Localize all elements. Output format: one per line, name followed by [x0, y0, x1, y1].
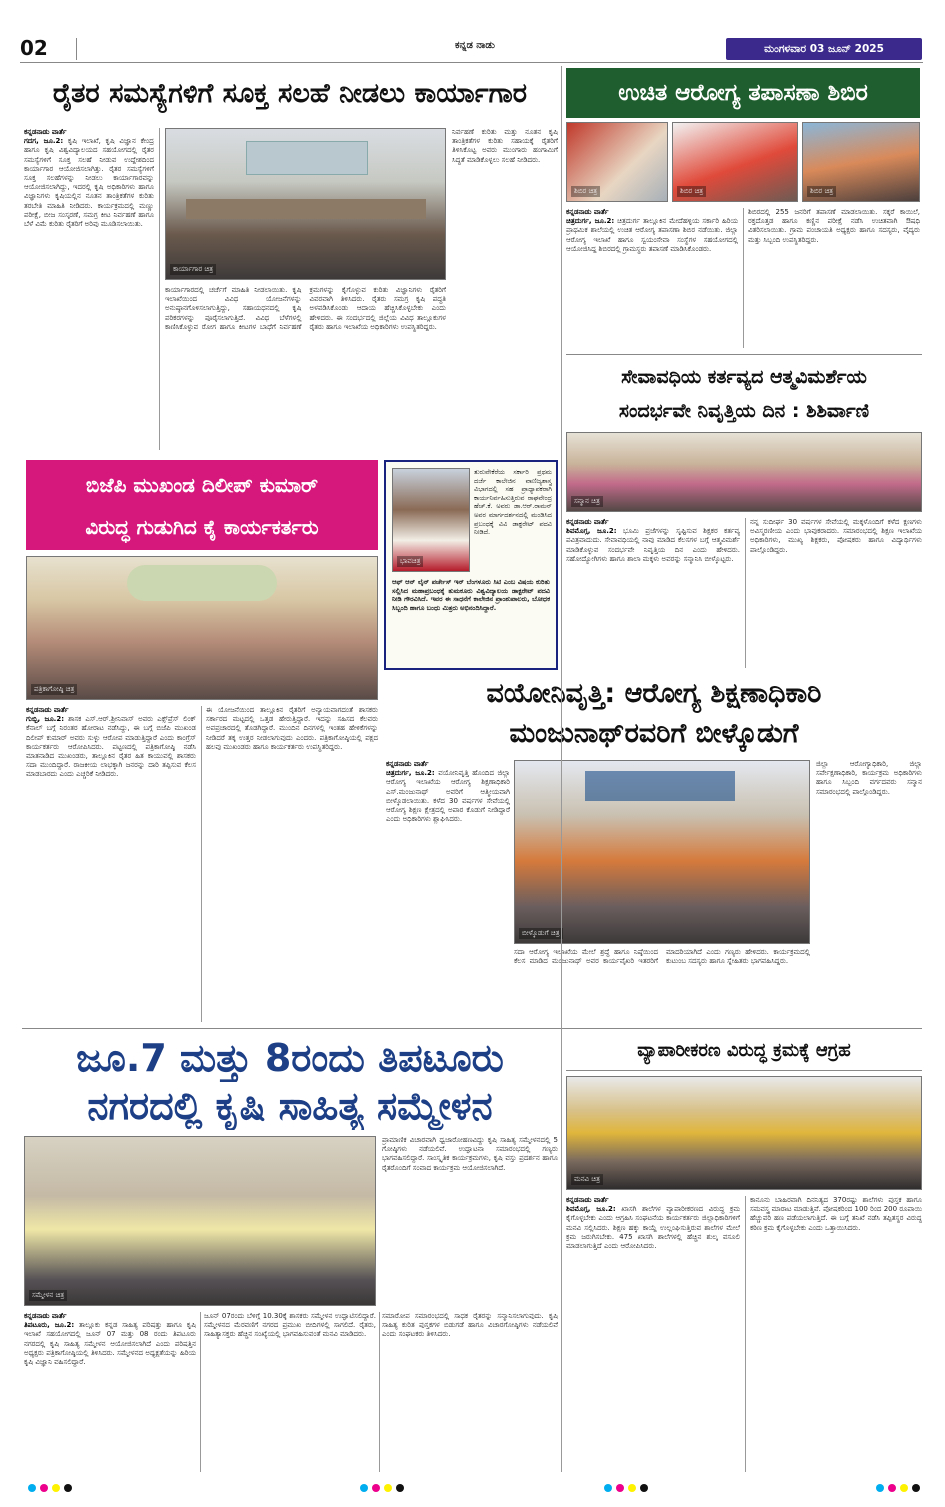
vayo-photo-caption: ಬೀಳ್ಕೊಡುಗೆ ಚಿತ್ರ — [519, 928, 563, 939]
sahitya-col2 — [204, 1312, 376, 1472]
sahitya-photo — [24, 1136, 376, 1306]
sevavadhi-text-col1: ಭೂಮಿ ಪ್ರಜೆಗಳನ್ನು ಸೃಷ್ಟಿಸುವ ಶಿಕ್ಷಕರ ಕರ್ತವ್ಯ ಪವಿತ್ರವಾದುದು. ಸೇವಾವಧಿಯಲ್ಲಿ ನಾವು ಮಾಡಿದ ಕೆಲಸಗಳ ಬಗ್ಗೆ ಆತ್ಮವಿಮರ್ಶೆ ಮಾಡಿಕೊಳ್ಳುವ ಸಂದರ್ಭವೇ ನಿವೃತ್ತಿಯ ದಿನ ಎಂದು ಹೇಳಿದರು. ಸಹೋದ್ಯೋಗಿಗಳು ಹಾಗೂ ಶಾಲಾ ಮಕ್ಕಳು ಅವರನ್ನು ಸನ್ಮಾನಿಸಿ ಬೀಳ್ಕೊಟ್ಟರು. — [566, 527, 740, 563]
bjp-byline: ಕನ್ನಡನಾಡು ವಾರ್ತೆ — [26, 706, 69, 714]
sahitya-right — [382, 1136, 558, 1306]
health-col-rule — [743, 208, 744, 348]
farmers-col2 — [452, 128, 558, 450]
health-col2 — [748, 208, 920, 348]
sahitya-col3 — [382, 1312, 558, 1472]
bjp-col-rule — [201, 706, 202, 1022]
sahitya-col1 — [24, 1312, 196, 1472]
farmers-text-col2: ನಿರ್ವಹಣೆ ಕುರಿತು ಮತ್ತು ನೂತನ ಕೃಷಿ ತಾಂತ್ರಿಕತೆಗಳ ಕುರಿತು ಸಹಾಯಕ್ಕೆ ರೈತರಿಗೆ ತಿಳಿಸಿಕೊಟ್ಟ ಅವರು ಮುಂಗಾರು ಹಂಗಾಮಿಗೆ ಸಿದ್ಧತೆ ಮಾಡಿಕೊಳ್ಳಲು ಸಲಹೆ ನೀಡಿದರು. — [452, 128, 558, 164]
sevavadhi-photo-caption: ಸನ್ಮಾನ ಚಿತ್ರ — [571, 496, 603, 507]
sahitya-text-col1: ತಾಲ್ಲೂಕು ಕನ್ನಡ ಸಾಹಿತ್ಯ ಪರಿಷತ್ತು ಹಾಗೂ ಕೃಷಿ ಇಲಾಖೆ ಸಹಯೋಗದಲ್ಲಿ ಜೂನ್ 07 ಮತ್ತು 08 ರಂದು ತಿಪಟೂರು ನಗರದಲ್ಲಿ ಕೃಷಿ ಸಾಹಿತ್ಯ ಸಮ್ಮೇಳನ ಆಯೋಜಿಸಲಾಗಿದೆ ಎಂದು ಪರಿಷತ್ತಿನ ಅಧ್ಯಕ್ಷರು ಪತ್ರಿಕಾಗೋಷ್ಠಿಯಲ್ಲಿ ತಿಳಿಸಿದರು. ಸಮ್ಮೇಳನದ ಅಧ್ಯಕ್ಷತೆಯನ್ನು ಹಿರಿಯ ಕೃಷಿ ವಿಜ್ಞಾನಿ ವಹಿಸಲಿದ್ದಾರೆ. — [24, 1321, 196, 1367]
farmers-dateline: ಗದಗ, ಜೂ.2: — [24, 137, 64, 146]
bjp-dateline: ಗುಬ್ಬಿ, ಜೂ.2: — [26, 715, 65, 724]
health-byline: ಕನ್ನಡನಾಡು ವಾರ್ತೆ — [566, 208, 609, 216]
sahitya-text-right: ಪ್ರಾಮಾಣಿಕ ವಿಚಾರವಾಗಿ ಧ್ವಜಾರೋಹಣವಿದ್ದು ಕೃಷಿ ಸಾಹಿತ್ಯ ಸಮ್ಮೇಳನದಲ್ಲಿ 5 ಗೋಷ್ಠಿಗಳು ನಡೆಯಲಿವೆ. ಉದ್ಘಾಟನಾ ಸಮಾರಂಭದಲ್ಲಿ ಗಣ್ಯರು ಭಾಗವಹಿಸಲಿದ್ದಾರೆ. ಸಾಂಸ್ಕೃತಿಕ ಕಾರ್ಯಕ್ರಮಗಳು, ಕೃಷಿ ವಸ್ತು ಪ್ರದರ್ಶನ ಹಾಗೂ ರೈತರೊಂದಿಗೆ ಸಂವಾದ ಕಾರ್ಯಕ್ರಮ ಆಯೋಜಿಸಲಾಗಿದೆ. — [382, 1136, 558, 1172]
health-photo-2-caption: ಶಿಬಿರ ಚಿತ್ರ — [677, 186, 706, 197]
vyapari-text-col2: ಕಾನೂನು ಬಾಹಿರವಾಗಿ ದಿನನಿತ್ಯದ 370ರಷ್ಟು ಶಾಲೆಗಳು ಪುಸ್ತಕ ಹಾಗೂ ಸಮವಸ್ತ್ರ ಮಾರಾಟ ಮಾಡುತ್ತಿವೆ. ಪೋಷಕರಿಂದ 100 ರಿಂದ 200 ರೂಪಾಯಿ ಹೆಚ್ಚುವರಿ ಹಣ ಪಡೆಯಲಾಗುತ್ತಿದೆ. ಈ ಬಗ್ಗೆ ತನಿಖೆ ನಡೆಸಿ ತಪ್ಪಿತಸ್ಥರ ವಿರುದ್ಧ ಕಠಿಣ ಕ್ರಮ ಕೈಗೊಳ್ಳಬೇಕು ಎಂದು ಒತ್ತಾಯಿಸಿದರು. — [750, 1196, 922, 1232]
health-dateline: ಚಿತ್ರದುರ್ಗ, ಜೂ.2: — [566, 217, 615, 226]
health-text-col1: ಚಿತ್ರದುರ್ಗ ತಾಲ್ಲೂಕಿನ ಮೇದೆಹಳ್ಳಿಯ ಸರ್ಕಾರಿ ಹಿರಿಯ ಪ್ರಾಥಮಿಕ ಶಾಲೆಯಲ್ಲಿ ಉಚಿತ ಆರೋಗ್ಯ ತಪಾಸಣಾ ಶಿಬಿರ ನಡೆಯಿತು. ಜಿಲ್ಲಾ ಆರೋಗ್ಯ ಇಲಾಖೆ ಹಾಗೂ ಸ್ವಯಂಸೇವಾ ಸಂಸ್ಥೆಗಳ ಸಹಯೋಗದಲ್ಲಿ ಆಯೋಜಿಸಿದ್ದ ಶಿಬಿರದಲ್ಲಿ ಗ್ರಾಮಸ್ಥರು ತಪಾಸಣೆ ಮಾಡಿಸಿಕೊಂಡರು. — [566, 217, 738, 253]
sahitya-headline-line1: ಜೂ.7 ಮತ್ತು 8ರಂದು ತಿಪಟೂರು — [76, 1036, 504, 1080]
mid-rule — [22, 1028, 922, 1029]
ad-bottom-text: ಆಫ್ ಆನ್ ಲೈನ್ ಪರ್ಚೇಸ್ ಇನ್ ಬೆಂಗಳೂರು ಸಿಟಿ ಎಂಬ ವಿಷಯ ಕುರಿತು ಸಲ್ಲಿಸಿದ ಮಹಾಪ್ರಬಂಧಕ್ಕೆ ತುಮಕೂರು ವಿಶ್ವವಿದ್ಯಾಲಯ ಡಾಕ್ಟರೇಟ್ ಪದವಿ ನೀಡಿ ಗೌರವಿಸಿದೆ. ಇವರ ಈ ಸಾಧನೆಗೆ ಕಾಲೇಜಿನ ಪ್ರಾಂಶುಪಾಲರು, ಬೋಧಕ ಸಿಬ್ಬಂದಿ ಹಾಗೂ ಬಂಧು ಮಿತ್ರರು ಅಭಿನಂದಿಸಿದ್ದಾರೆ. — [392, 578, 550, 612]
vayo-headline-line2: ಮಂಜುನಾಥ್‌ರವರಿಗೆ ಬೀಳ್ಕೊಡುಗೆ — [509, 718, 799, 749]
bjp-text-col2: ಈ ಯೋಜನೆಯಿಂದ ತಾಲ್ಲೂಕಿನ ರೈತರಿಗೆ ಅನ್ಯಾಯವಾಗದಂತೆ ಶಾಸಕರು ಸರ್ಕಾರದ ಮಟ್ಟದಲ್ಲಿ ಒತ್ತಡ ಹೇರುತ್ತಿದ್ದಾರೆ. ಇದನ್ನು ಸಹಿಸದ ಕೆಲವರು ಅಪಪ್ರಚಾರದಲ್ಲಿ ತೊಡಗಿದ್ದಾರೆ. ಮುಂದಿನ ದಿನಗಳಲ್ಲಿ ಇಂತಹ ಹೇಳಿಕೆಗಳನ್ನು ನೀಡಿದರೆ ತಕ್ಕ ಉತ್ತರ ನೀಡಲಾಗುವುದು ಎಂದರು. ಪತ್ರಿಕಾಗೋಷ್ಠಿಯಲ್ಲಿ ಪಕ್ಷದ ಹಲವು ಮುಖಂಡರು ಹಾಗೂ ಕಾರ್ಯಕರ್ತರು ಉಪಸ್ಥಿತರಿದ್ದರು. — [206, 706, 378, 751]
sevavadhi-byline: ಕನ್ನಡನಾಡು ವಾರ್ತೆ — [566, 518, 609, 526]
masthead-rule — [20, 62, 923, 63]
sevavadhi-col2 — [750, 518, 922, 668]
ad-portrait-caption: ಭಾವಚಿತ್ರ — [397, 556, 423, 567]
health-photo-1 — [566, 122, 668, 202]
farmers-headline: ರೈತರ ಸಮಸ್ಯೆಗಳಿಗೆ ಸೂಕ್ತ ಸಲಹೆ ನೀಡಲು ಕಾರ್ಯಾಗಾರ — [52, 78, 528, 109]
farmers-text-col1: ಕೃಷಿ ಇಲಾಖೆ, ಕೃಷಿ ವಿಜ್ಞಾನ ಕೇಂದ್ರ ಹಾಗೂ ಕೃಷಿ ವಿಶ್ವವಿದ್ಯಾಲಯದ ಸಹಯೋಗದಲ್ಲಿ ರೈತರ ಸಮಸ್ಯೆಗಳಿಗೆ ಸೂಕ್ತ ಸಲಹೆ ನೀಡುವ ಉದ್ದೇಶದಿಂದ ಕಾರ್ಯಾಗಾರ ಆಯೋಜಿಸಲಾಗಿತ್ತು. ರೈತರ ಸಮಸ್ಯೆಗಳಿಗೆ ಸೂಕ್ತ ಸಲಹೆಗಳನ್ನು ನೀಡಲು ಕಾರ್ಯಾಗಾರವನ್ನು ಆಯೋಜಿಸಲಾಗಿದ್ದು, ಇದರಲ್ಲಿ ಕೃಷಿ ಅಧಿಕಾರಿಗಳು ಹಾಗೂ ವಿಜ್ಞಾನಿಗಳು ಕೃಷಿಯಲ್ಲಿನ ನೂತನ ತಾಂತ್ರಿಕತೆಗಳ ಕುರಿತು ತರಬೇತಿ ಮಾಹಿತಿ ನೀಡಿದರು. ಕಾರ್ಯಕ್ರಮದಲ್ಲಿ ಮಣ್ಣು ಪರೀಕ್ಷೆ, ಬೀಜ ಸಂಸ್ಕರಣೆ, ಸಮಗ್ರ ಕೀಟ ನಿರ್ವಹಣೆ ಹಾಗೂ ಬೆಳೆ ವಿಮೆ ಕುರಿತು ರೈತರಿಗೆ ಅರಿವು ಮೂಡಿಸಲಾಯಿತು. — [24, 137, 154, 229]
health-headline: ಉಚಿತ ಆರೋಗ್ಯ ತಪಾಸಣಾ ಶಿಬಿರ — [618, 80, 868, 106]
sahitya-text-col3: ಸಮಾರೋಪ ಸಮಾರಂಭದಲ್ಲಿ ಸಾಧಕ ರೈತರನ್ನು ಸನ್ಮಾನಿಸಲಾಗುವುದು. ಕೃಷಿ ಸಾಹಿತ್ಯ ಕುರಿತ ಪುಸ್ತಕಗಳ ಬಿಡುಗಡೆ ಹಾಗೂ ವಿಚಾರಗೋಷ್ಠಿಗಳು ನಡೆಯಲಿವೆ ಎಂದು ಸಂಘಟಕರು ತಿಳಿಸಿದರು. — [382, 1312, 558, 1339]
bjp-headline-line1: ಬಿಜೆಪಿ ಮುಖಂಡ ದಿಲೀಪ್ ಕುಮಾರ್ — [85, 473, 319, 497]
vayo-dateline: ಚಿತ್ರದುರ್ಗ, ಜೂ.2: — [386, 769, 435, 778]
ad-top-text: ತುರುವೇಕೆರೆಯ ಸರ್ಕಾರಿ ಪ್ರಥಮ ದರ್ಜೆ ಕಾಲೇಜಿನ ವಾಣಿಜ್ಯಶಾಸ್ತ್ರ ವಿಭಾಗದಲ್ಲಿ ಸಹ ಪ್ರಾಧ್ಯಾಪಕರಾಗಿ ಕಾರ್ಯನಿರ್ವಹಿಸುತ್ತಿರುವ ರಾಘವೇಂದ್ರ ಹೆಚ್.ಕೆ. ಅವರು ಡಾ.ಆರ್.ರಾಮನ್ ಅವರ ಮಾರ್ಗದರ್ಶನದಲ್ಲಿ ಮಂಡಿಸಿದ ಪ್ರಬಂಧಕ್ಕೆ ವಿವಿ ಡಾಕ್ಟರೇಟ್ ಪದವಿ ನೀಡಿದೆ. — [474, 468, 552, 537]
health-photo-3 — [802, 122, 920, 202]
sevavadhi-photo — [566, 432, 922, 512]
bjp-col1 — [26, 706, 196, 1022]
ad-box — [384, 460, 558, 670]
farmers-photo — [165, 128, 446, 280]
masthead-divider — [76, 38, 77, 60]
health-photo-3-caption: ಶಿಬಿರ ಚಿತ್ರ — [807, 186, 836, 197]
vyapari-byline: ಕನ್ನಡನಾಡು ವಾರ್ತೆ — [566, 1196, 609, 1204]
vyapari-col2 — [750, 1196, 922, 1472]
sahitya-headline-line2: ನಗರದಲ್ಲಿ ಕೃಷಿ ಸಾಹಿತ್ಯ ಸಮ್ಮೇಳನ — [87, 1084, 493, 1128]
bjp-text-col1: ಶಾಸಕ ಎಸ್.ಆರ್.ಶ್ರೀನಿವಾಸ್ ಅವರು ಎಕ್ಸ್‌ಪ್ರೆಸ್ ಲಿಂಕ್ ಕೆನಾಲ್ ಬಗ್ಗೆ ನಿರಂತರ ಹೋರಾಟ ನಡೆಸಿದ್ದು, ಈ ಬಗ್ಗೆ ಬಿಜೆಪಿ ಮುಖಂಡ ದಿಲೀಪ್ ಕುಮಾರ್ ಅವರು ಸುಳ್ಳು ಆರೋಪ ಮಾಡುತ್ತಿದ್ದಾರೆ ಎಂದು ಕಾಂಗ್ರೆಸ್ ಕಾರ್ಯಕರ್ತರು ಆರೋಪಿಸಿದರು. ಪಟ್ಟಣದಲ್ಲಿ ಪತ್ರಿಕಾಗೋಷ್ಠಿ ನಡೆಸಿ ಮಾತನಾಡಿದ ಮುಖಂಡರು, ತಾಲ್ಲೂಕಿನ ರೈತರ ಹಿತ ಕಾಯುವಲ್ಲಿ ಶಾಸಕರು ಸದಾ ಮುಂದಿದ್ದಾರೆ. ರಾಜಕೀಯ ಲಾಭಕ್ಕಾಗಿ ಜನರನ್ನು ದಾರಿ ತಪ್ಪಿಸುವ ಕೆಲಸ ಮಾಡಬಾರದು ಎಂದು ಎಚ್ಚರಿಕೆ ನೀಡಿದರು. — [26, 715, 196, 779]
vayo-col2 — [816, 760, 922, 1000]
sevavadhi-col1 — [566, 518, 740, 668]
bjp-photo-caption: ಪತ್ರಿಕಾಗೋಷ್ಠಿ ಚಿತ್ರ — [31, 684, 77, 695]
sahitya-dateline: ತಿಪಟೂರು, ಜೂ.2: — [24, 1321, 75, 1330]
main-vertical-rule — [561, 66, 562, 1472]
sevavadhi-col-rule — [745, 518, 746, 668]
farmers-byline: ಕನ್ನಡನಾಡು ವಾರ್ತೆ — [24, 128, 67, 136]
health-photo-1-caption: ಶಿಬಿರ ಚಿತ್ರ — [571, 186, 600, 197]
date-band — [726, 38, 922, 60]
vayo-text-col1: ವಯೋನಿವೃತ್ತಿ ಹೊಂದಿದ ಜಿಲ್ಲಾ ಆರೋಗ್ಯ ಇಲಾಖೆಯ ಆರೋಗ್ಯ ಶಿಕ್ಷಣಾಧಿಕಾರಿ ಎಸ್.ಮಂಜುನಾಥ್ ಅವರಿಗೆ ಆತ್ಮೀಯವಾಗಿ ಬೀಳ್ಕೊಡಲಾಯಿತು. ಕಳೆದ 30 ವರ್ಷಗಳ ಸೇವೆಯಲ್ಲಿ ಆರೋಗ್ಯ ಶಿಕ್ಷಣ ಕ್ಷೇತ್ರದಲ್ಲಿ ಅಪಾರ ಕೊಡುಗೆ ನೀಡಿದ್ದಾರೆ ಎಂದು ಅಧಿಕಾರಿಗಳು ಶ್ಲಾಘಿಸಿದರು. — [386, 769, 510, 824]
vyapari-headline: ವ್ಯಾಪಾರೀಕರಣ ವಿರುದ್ಧ ಕ್ರಮಕ್ಕೆ ಆಗ್ರಹ — [637, 1040, 851, 1061]
health-col1 — [566, 208, 738, 348]
vayo-headline-line1: ವಯೋನಿವೃತ್ತಿ: ಆರೋಗ್ಯ ಶಿಕ್ಷಣಾಧಿಕಾರಿ — [486, 678, 822, 709]
vayo-photo — [514, 760, 810, 944]
vyapari-col-rule — [745, 1196, 746, 1472]
sahitya-col-rule-1 — [200, 1312, 201, 1472]
paper-name: ಕನ್ನಡ ನಾಡು — [455, 40, 495, 51]
vyapari-text-col1: ಖಾಸಗಿ ಶಾಲೆಗಳ ವ್ಯಾಪಾರೀಕರಣದ ವಿರುದ್ಧ ಕ್ರಮ ಕೈಗೊಳ್ಳಬೇಕು ಎಂದು ಆಗ್ರಹಿಸಿ ಸಂಘಟನೆಯ ಕಾರ್ಯಕರ್ತರು ಜಿಲ್ಲಾಧಿಕಾರಿಗಳಿಗೆ ಮನವಿ ಸಲ್ಲಿಸಿದರು. ಶಿಕ್ಷಣ ಹಕ್ಕು ಕಾಯ್ದೆ ಉಲ್ಲಂಘಿಸುತ್ತಿರುವ ಶಾಲೆಗಳ ಮೇಲೆ ಕ್ರಮ ಜರುಗಿಸಬೇಕು. 475 ಖಾಸಗಿ ಶಾಲೆಗಳಲ್ಲಿ ಹೆಚ್ಚಿನ ಶುಲ್ಕ ವಸೂಲಿ ಮಾಡಲಾಗುತ್ತಿದೆ ಎಂದು ಆರೋಪಿಸಿದರು. — [566, 1205, 740, 1251]
right-rule-1 — [566, 354, 922, 355]
page-number: 02 — [20, 36, 48, 60]
farmers-text-bottom: ಕಾರ್ಯಾಗಾರದಲ್ಲಿ ಚರ್ಚೆಗೆ ಮಾಹಿತಿ ನೀಡಲಾಯಿತು. ಕೃಷಿ ಇಲಾಖೆಯಿಂದ ವಿವಿಧ ಯೋಜನೆಗಳನ್ನು ಅನುಷ್ಠಾನಗೊಳಿಸಲಾಗುತ್ತಿದ್ದು, ಸಹಾಯಧನದಲ್ಲಿ ಕೃಷಿ ಪರಿಕರಗಳನ್ನು ಪೂರೈಸಲಾಗುತ್ತಿದೆ. ವಿವಿಧ ಬೆಳೆಗಳಲ್ಲಿ ಕಾಣಿಸಿಕೊಳ್ಳುವ ರೋಗ ಹಾಗೂ ಕೀಟಗಳ ಬಾಧೆಗೆ ನಿರ್ವಹಣೆ ಕ್ರಮಗಳನ್ನು ಕೈಗೊಳ್ಳುವ ಕುರಿತು ವಿಜ್ಞಾನಿಗಳು ರೈತರಿಗೆ ವಿವರವಾಗಿ ತಿಳಿಸಿದರು. ರೈತರು ಸಮಗ್ರ ಕೃಷಿ ಪದ್ಧತಿ ಅಳವಡಿಸಿಕೊಂಡು ಆದಾಯ ಹೆಚ್ಚಿಸಿಕೊಳ್ಳಬೇಕು ಎಂದು ಹೇಳಿದರು. ಈ ಸಂದರ್ಭದಲ್ಲಿ ಜಿಲ್ಲೆಯ ವಿವಿಧ ತಾಲ್ಲೂಕುಗಳ ರೈತರು ಹಾಗೂ ಇಲಾಖೆಯ ಅಧಿಕಾರಿಗಳು ಉಪಸ್ಥಿತರಿದ್ದರು. — [165, 286, 446, 331]
vyapari-headline-rule — [566, 1070, 922, 1071]
vayo-text-bottom: ಸದಾ ಆರೋಗ್ಯ ಇಲಾಖೆಯ ಮೇಲೆ ಶ್ರದ್ಧೆ ಹಾಗೂ ನಿಷ್ಠೆಯಿಂದ ಕೆಲಸ ಮಾಡಿದ ಮಂಜುನಾಥ್ ಅವರ ಕಾರ್ಯವೈಖರಿ ಇತರರಿಗೆ ಮಾದರಿಯಾಗಿದೆ ಎಂದು ಗಣ್ಯರು ಹೇಳಿದರು. ಕಾರ್ಯಕ್ರಮದಲ್ಲಿ ಕುಟುಂಬ ಸದಸ್ಯರು ಹಾಗೂ ಸ್ನೇಹಿತರು ಭಾಗವಹಿಸಿದ್ದರು. — [514, 948, 810, 966]
vyapari-photo-caption: ಮನವಿ ಚಿತ್ರ — [571, 1174, 603, 1185]
sevavadhi-headline-line1: ಸೇವಾವಧಿಯ ಕರ್ತವ್ಯದ ಆತ್ಮವಿಮರ್ಶೆಯ — [621, 366, 867, 388]
farmers-photo-caption: ಕಾರ್ಯಾಗಾರ ಚಿತ್ರ — [170, 264, 216, 275]
farmers-bottom — [165, 286, 446, 450]
health-headline-band — [566, 68, 920, 118]
health-photo-2 — [672, 122, 798, 202]
farmers-col1 — [24, 128, 154, 450]
vayo-byline: ಕನ್ನಡನಾಡು ವಾರ್ತೆ — [386, 760, 429, 768]
bjp-photo — [26, 556, 378, 700]
vyapari-dateline: ಶಿವಮೊಗ್ಗ, ಜೂ.2: — [566, 1205, 616, 1214]
vayo-col1 — [386, 760, 510, 944]
date-text: ಮಂಗಳವಾರ 03 ಜೂನ್ 2025 — [764, 43, 884, 55]
sevavadhi-headline-line2: ಸಂದರ್ಭವೇ ನಿವೃತ್ತಿಯ ದಿನ : ಶಿಶಿರ್ವಾಣಿ — [618, 400, 870, 422]
bjp-headline-line2: ವಿರುದ್ಧ ಗುಡುಗಿದ ಕೈ ಕಾರ್ಯಕರ್ತರು — [85, 515, 319, 539]
vayo-text-col2: ಜಿಲ್ಲಾ ಆರೋಗ್ಯಾಧಿಕಾರಿ, ಜಿಲ್ಲಾ ಸರ್ವೇಕ್ಷಣಾಧಿಕಾರಿ, ಕಾರ್ಯಕ್ರಮ ಅಧಿಕಾರಿಗಳು ಹಾಗೂ ಸಿಬ್ಬಂದಿ ವರ್ಗದವರು ಸನ್ಮಾನ ಸಮಾರಂಭದಲ್ಲಿ ಪಾಲ್ಗೊಂಡಿದ್ದರು. — [816, 760, 922, 796]
vyapari-col1 — [566, 1196, 740, 1472]
sevavadhi-text-col2: ನನ್ನ ಸುದೀರ್ಘ 30 ವರ್ಷಗಳ ಸೇವೆಯಲ್ಲಿ ಮಕ್ಕಳೊಂದಿಗೆ ಕಳೆದ ಕ್ಷಣಗಳು ಅವಿಸ್ಮರಣೀಯ ಎಂದು ಭಾವುಕರಾದರು. ಸಮಾರಂಭದಲ್ಲಿ ಶಿಕ್ಷಣ ಇಲಾಖೆಯ ಅಧಿಕಾರಿಗಳು, ಮುಖ್ಯ ಶಿಕ್ಷಕರು, ಪೋಷಕರು ಹಾಗೂ ವಿದ್ಯಾರ್ಥಿಗಳು ಪಾಲ್ಗೊಂಡಿದ್ದರು. — [750, 518, 922, 554]
sahitya-photo-caption: ಸಮ್ಮೇಳನ ಚಿತ್ರ — [29, 1290, 67, 1301]
sahitya-text-col2: ಜೂನ್ 07ರಂದು ಬೆಳಿಗ್ಗೆ 10.30ಕ್ಕೆ ಶಾಸಕರು ಸಮ್ಮೇಳನ ಉದ್ಘಾಟಿಸಲಿದ್ದಾರೆ. ಸಮ್ಮೇಳನದ ಮೆರವಣಿಗೆ ನಗರದ ಪ್ರಮುಖ ಬೀದಿಗಳಲ್ಲಿ ಸಾಗಲಿದೆ. ರೈತರು, ಸಾಹಿತ್ಯಾಸಕ್ತರು ಹೆಚ್ಚಿನ ಸಂಖ್ಯೆಯಲ್ಲಿ ಭಾಗವಹಿಸುವಂತೆ ಮನವಿ ಮಾಡಿದರು. — [204, 1312, 376, 1339]
sahitya-byline: ಕನ್ನಡನಾಡು ವಾರ್ತೆ — [24, 1312, 67, 1320]
vyapari-photo — [566, 1076, 922, 1190]
sevavadhi-dateline: ಶಿವಮೊಗ್ಗ, ಜೂ.2: — [566, 527, 617, 536]
ad-portrait-photo — [392, 468, 470, 572]
health-text-col2: ಶಿಬಿರದಲ್ಲಿ 255 ಜನರಿಗೆ ತಪಾಸಣೆ ಮಾಡಲಾಯಿತು. ಸಕ್ಕರೆ ಕಾಯಿಲೆ, ರಕ್ತದೊತ್ತಡ ಹಾಗೂ ಕಣ್ಣಿನ ಪರೀಕ್ಷೆ ನಡೆಸಿ ಉಚಿತವಾಗಿ ಔಷಧಿ ವಿತರಿಸಲಾಯಿತು. ಗ್ರಾಮ ಪಂಚಾಯತಿ ಅಧ್ಯಕ್ಷರು ಹಾಗೂ ಸದಸ್ಯರು, ವೈದ್ಯರು ಮತ್ತು ಸಿಬ್ಬಂದಿ ಉಪಸ್ಥಿತರಿದ್ದರು. — [748, 208, 920, 244]
vayo-bottom — [514, 948, 810, 1022]
bjp-col2 — [206, 706, 378, 1022]
bjp-headline-band — [26, 460, 378, 550]
farmers-col-rule — [159, 128, 160, 450]
sahitya-col-rule-2 — [379, 1312, 380, 1472]
